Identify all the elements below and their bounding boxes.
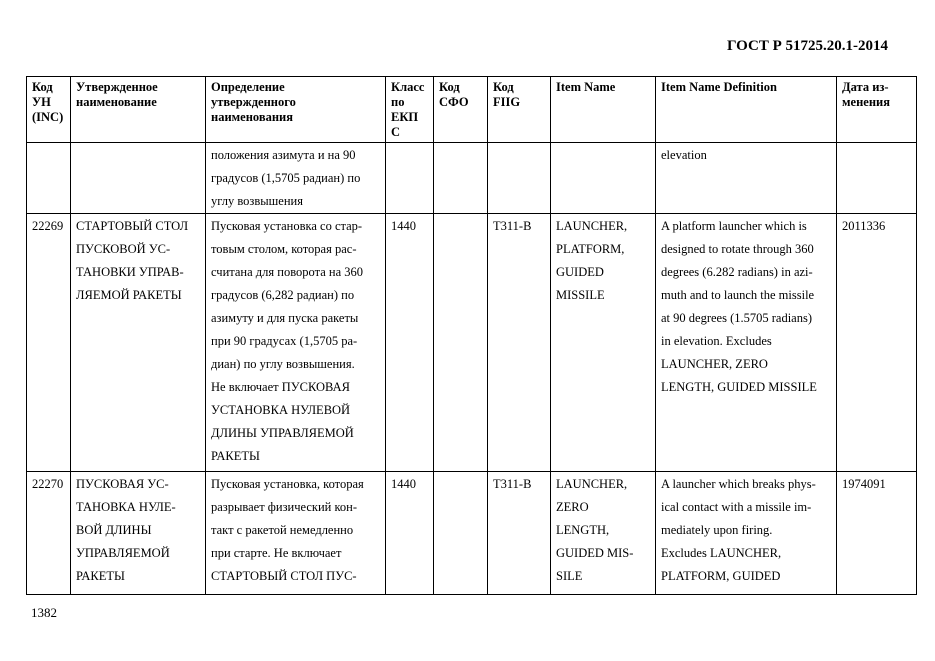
cell-text-line: ТАНОВКА НУЛЕ-: [76, 500, 176, 514]
cell-text-line: GUIDED: [556, 265, 604, 279]
cell-class: 1440: [386, 214, 434, 472]
cell-item-name: [551, 143, 656, 214]
cell-text-line: Excludes LAUNCHER,: [661, 546, 782, 560]
cell-text-line: LAUNCHER, ZERO: [661, 357, 768, 371]
cell-class: 1440: [386, 472, 434, 595]
cell-text-line: mediately upon firing.: [661, 523, 773, 537]
cell-text-line: degrees (6.282 radians) in azi-: [661, 265, 813, 279]
col-header-sfo: [434, 77, 488, 143]
col-header-class: [386, 77, 434, 143]
cell-text-line: утвержденного: [211, 95, 296, 109]
col-header-item-definition: [656, 77, 837, 143]
table-row: [27, 472, 917, 595]
cell-text-line: УПРАВЛЯЕМОЙ: [76, 546, 170, 560]
cell-text-line: LENGTH, GUIDED MISSILE: [661, 380, 817, 394]
col-header-name: [71, 77, 206, 143]
cell-name: [71, 472, 206, 595]
cell-sfo: [434, 472, 488, 595]
table-row: [27, 143, 917, 214]
catalog-table: [26, 76, 917, 595]
cell-text-line: при старте. Не включает: [211, 546, 342, 560]
cell-item-definition: [656, 214, 837, 472]
cell-text-line: GUIDED MIS-: [556, 546, 634, 560]
cell-text-line: Пусковая установка со стар-: [211, 219, 363, 233]
cell-text-line: СФО: [439, 95, 469, 109]
cell-text-line: LAUNCHER,: [556, 219, 628, 233]
cell-sfo: [434, 143, 488, 214]
cell-fiig: T311-B: [488, 214, 551, 472]
cell-text-line: С: [391, 125, 401, 139]
cell-text-line: СТАРТОВЫЙ СТОЛ ПУС-: [211, 569, 357, 583]
cell-text-line: ЕКП: [391, 110, 419, 124]
cell-text-line: A launcher which breaks phys-: [661, 477, 816, 491]
document-header: ГОСТ Р 51725.20.1-2014: [726, 38, 888, 54]
cell-fiig: [488, 143, 551, 214]
cell-text-line: ПУСКОВОЙ УС-: [76, 242, 171, 256]
cell-text-line: SILE: [556, 569, 583, 583]
cell-text-line: при 90 градусах (1,5705 ра-: [211, 334, 358, 348]
cell-text-line: по: [391, 95, 405, 109]
cell-text-line: ТАНОВКИ УПРАВ-: [76, 265, 184, 279]
cell-text-line: углу возвышения: [211, 194, 303, 208]
cell-item-definition: [656, 472, 837, 595]
cell-text-line: СТАРТОВЫЙ СТОЛ: [76, 219, 189, 233]
cell-text-line: Класс: [391, 80, 425, 94]
cell-definition: [206, 472, 386, 595]
cell-name: [71, 143, 206, 214]
col-header-inc: [27, 77, 71, 143]
cell-item-name: [551, 214, 656, 472]
cell-text-line: MISSILE: [556, 288, 605, 302]
cell-text-line: диан) по углу возвышения.: [211, 357, 355, 371]
table-row: [27, 214, 917, 472]
cell-text-line: LENGTH,: [556, 523, 610, 537]
cell-text-line: наименование: [76, 95, 157, 109]
cell-inc: 22269: [27, 214, 71, 472]
table-header-row: [27, 77, 917, 143]
cell-text-line: FIIG: [493, 95, 521, 109]
cell-text-line: designed to rotate through 360: [661, 242, 814, 256]
cell-definition: [206, 214, 386, 472]
cell-text-line: Item Name Definition: [661, 80, 777, 94]
cell-text-line: ЛЯЕМОЙ РАКЕТЫ: [76, 288, 182, 302]
cell-inc: [27, 143, 71, 214]
cell-text-line: РАКЕТЫ: [211, 449, 260, 463]
cell-text-line: Код: [32, 80, 53, 94]
cell-text-line: положения азимута и на 90: [211, 148, 356, 162]
cell-text-line: УСТАНОВКА НУЛЕВОЙ: [211, 403, 351, 417]
cell-text-line: Код: [493, 80, 514, 94]
cell-text-line: РАКЕТЫ: [76, 569, 125, 583]
cell-text-line: Пусковая установка, которая: [211, 477, 364, 491]
cell-text-line: градусов (1,5705 радиан) по: [211, 171, 361, 185]
cell-text-line: in elevation. Excludes: [661, 334, 772, 348]
cell-text-line: ВОЙ ДЛИНЫ: [76, 523, 152, 537]
cell-item-definition: [656, 143, 837, 214]
cell-text-line: товым столом, которая рас-: [211, 242, 357, 256]
cell-text-line: muth and to launch the missile: [661, 288, 815, 302]
cell-fiig: T311-B: [488, 472, 551, 595]
col-header-definition: [206, 77, 386, 143]
cell-text-line: Дата из-: [842, 80, 889, 94]
cell-inc: 22270: [27, 472, 71, 595]
col-header-item-name: [551, 77, 656, 143]
cell-text-line: считана для поворота на 360: [211, 265, 364, 279]
cell-item-name: [551, 472, 656, 595]
cell-text-line: ZERO: [556, 500, 589, 514]
cell-text-line: ПУСКОВАЯ УС-: [76, 477, 169, 491]
cell-date: [837, 143, 917, 214]
cell-date: 2011336: [837, 214, 917, 472]
cell-text-line: такт с ракетой немедленно: [211, 523, 354, 537]
cell-name: [71, 214, 206, 472]
cell-text-line: наименования: [211, 110, 294, 124]
cell-text-line: Item Name: [556, 80, 616, 94]
cell-text-line: (INC): [32, 110, 64, 124]
cell-text-line: ical contact with a missile im-: [661, 500, 812, 514]
cell-sfo: [434, 214, 488, 472]
cell-definition: [206, 143, 386, 214]
cell-text-line: УН: [32, 95, 51, 109]
cell-text-line: разрывает физический кон-: [211, 500, 358, 514]
cell-text-line: азимуту и для пуска ракеты: [211, 311, 359, 325]
page-number: 1382: [31, 605, 57, 620]
cell-date: 1974091: [837, 472, 917, 595]
cell-text-line: Определение: [211, 80, 285, 94]
cell-text-line: LAUNCHER,: [556, 477, 628, 491]
cell-text-line: градусов (6,282 радиан) по: [211, 288, 355, 302]
cell-text-line: PLATFORM,: [556, 242, 625, 256]
cell-text-line: Не включает ПУСКОВАЯ: [211, 380, 350, 394]
cell-text-line: at 90 degrees (1.5705 radians): [661, 311, 812, 325]
cell-class: [386, 143, 434, 214]
cell-text-line: Код: [439, 80, 460, 94]
cell-text-line: A platform launcher which is: [661, 219, 807, 233]
cell-text-line: elevation: [661, 148, 707, 162]
col-header-fiig: [488, 77, 551, 143]
cell-text-line: Утвержденное: [76, 80, 158, 94]
cell-text-line: PLATFORM, GUIDED: [661, 569, 781, 583]
cell-text-line: менения: [842, 95, 890, 109]
cell-text-line: ДЛИНЫ УПРАВЛЯЕМОЙ: [211, 426, 354, 440]
col-header-date: [837, 77, 917, 143]
